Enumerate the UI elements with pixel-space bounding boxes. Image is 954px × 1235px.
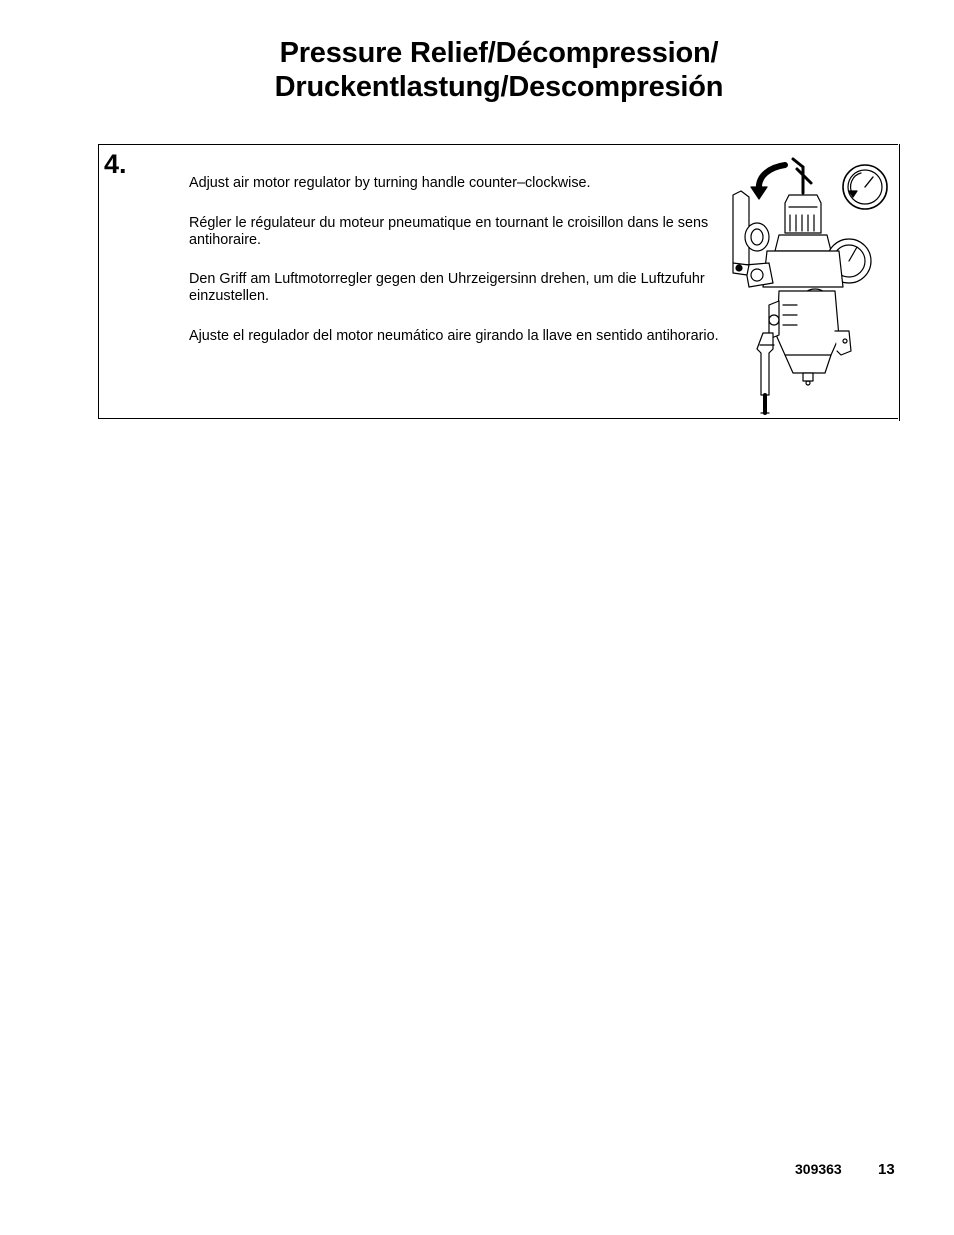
page-title-line-1: Pressure Relief/Décompression/: [279, 37, 719, 69]
step-number: 4.: [104, 149, 127, 179]
pressure-gauge-icon: [843, 165, 887, 209]
instruction-spanish: Ajuste el regulador del motor neumático aire girando la llave en sentido antihorario.: [189, 328, 719, 344]
page-number: 13: [878, 1161, 895, 1178]
page-title-line-2: Druckentlastung/Descompresión: [274, 71, 724, 103]
document-number: 309363: [795, 1161, 842, 1177]
step-box: [98, 144, 898, 419]
air-regulator-illustration: [727, 155, 897, 419]
instruction-french: Régler le régulateur du moteur pneumatique en tournant le croisillon dans le sens antihoraire.: [189, 215, 709, 248]
page-title: [0, 36, 954, 104]
instruction-german: Den Griff am Luftmotorregler gegen den Uhrzeigersinn drehen, um die Luftzufuhr einzustellen.: [189, 271, 705, 304]
counter-clockwise-arrow-icon: [751, 165, 785, 199]
instruction-english: Adjust air motor regulator by turning handle counter–clockwise.: [189, 175, 591, 191]
